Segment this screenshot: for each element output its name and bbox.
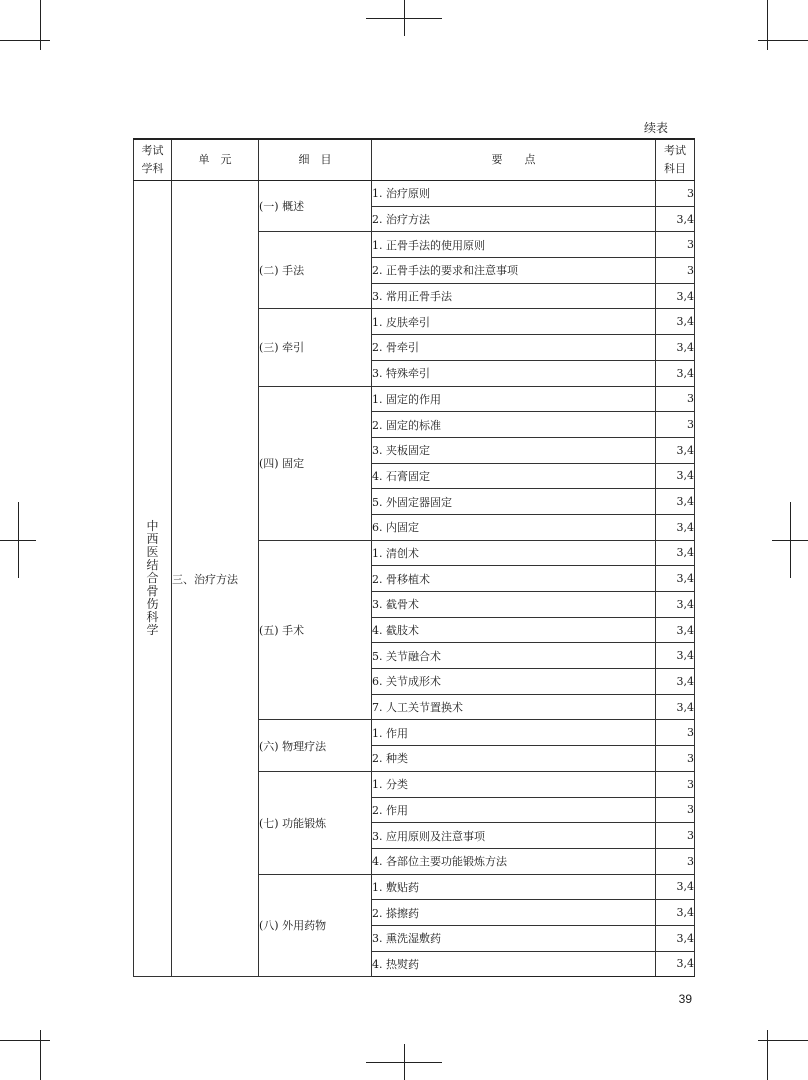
point-cell: 2. 固定的标准 (372, 412, 656, 438)
point-cell: 1. 治疗原则 (372, 181, 656, 207)
point-cell: 2. 正骨手法的要求和注意事项 (372, 258, 656, 284)
header-detail: 细 目 (259, 139, 372, 181)
exam-code-cell: 3 (656, 232, 695, 258)
page-number: 39 (678, 992, 692, 1006)
exam-code-cell: 3,4 (656, 283, 695, 309)
exam-code-cell: 3,4 (656, 206, 695, 232)
detail-cell: (二) 手法 (259, 232, 372, 309)
point-cell: 1. 正骨手法的使用原则 (372, 232, 656, 258)
point-cell: 3. 特殊牵引 (372, 360, 656, 386)
point-cell: 2. 骨移植术 (372, 566, 656, 592)
exam-code-cell: 3,4 (656, 643, 695, 669)
point-cell: 1. 皮肤牵引 (372, 309, 656, 335)
point-cell: 1. 敷贴药 (372, 874, 656, 900)
table-header-row (134, 139, 695, 181)
detail-cell: (七) 功能锻炼 (259, 771, 372, 874)
detail-cell: (三) 牵引 (259, 309, 372, 386)
exam-code-cell: 3,4 (656, 360, 695, 386)
exam-code-cell: 3 (656, 848, 695, 874)
detail-cell: (一) 概述 (259, 181, 372, 232)
point-cell: 2. 治疗方法 (372, 206, 656, 232)
table-body (134, 181, 695, 977)
detail-cell: (五) 手术 (259, 540, 372, 720)
point-cell: 1. 清创术 (372, 540, 656, 566)
point-cell: 3. 应用原则及注意事项 (372, 823, 656, 849)
exam-code-cell: 3,4 (656, 874, 695, 900)
point-cell: 3. 熏洗湿敷药 (372, 925, 656, 951)
point-cell: 3. 夹板固定 (372, 437, 656, 463)
detail-cell: (八) 外用药物 (259, 874, 372, 977)
exam-code-cell: 3 (656, 797, 695, 823)
point-cell: 2. 搽擦药 (372, 900, 656, 926)
exam-code-cell: 3,4 (656, 489, 695, 515)
subject-cell (134, 181, 172, 977)
point-cell: 6. 关节成形术 (372, 669, 656, 695)
point-cell: 2. 骨牵引 (372, 335, 656, 361)
exam-code-cell: 3,4 (656, 694, 695, 720)
point-cell: 4. 各部位主要功能锻炼方法 (372, 848, 656, 874)
point-cell: 1. 固定的作用 (372, 386, 656, 412)
detail-cell: (四) 固定 (259, 386, 372, 540)
exam-code-cell: 3 (656, 746, 695, 772)
exam-code-cell: 3 (656, 771, 695, 797)
point-cell: 7. 人工关节置换术 (372, 694, 656, 720)
exam-code-cell: 3,4 (656, 900, 695, 926)
header-exam: 考试科目 (656, 139, 695, 181)
point-cell: 5. 关节融合术 (372, 643, 656, 669)
point-cell: 1. 作用 (372, 720, 656, 746)
exam-code-cell: 3,4 (656, 566, 695, 592)
syllabus-table (133, 138, 695, 977)
header-subject: 考试学科 (134, 139, 172, 181)
exam-code-cell: 3,4 (656, 335, 695, 361)
exam-code-cell: 3 (656, 386, 695, 412)
exam-code-cell: 3 (656, 258, 695, 284)
point-cell: 4. 热熨药 (372, 951, 656, 977)
detail-cell: (六) 物理疗法 (259, 720, 372, 771)
exam-code-cell: 3,4 (656, 437, 695, 463)
subject-label: 中西医结合骨伤科学 (146, 519, 159, 638)
exam-code-cell: 3 (656, 823, 695, 849)
point-cell: 4. 截肢术 (372, 617, 656, 643)
exam-code-cell: 3,4 (656, 592, 695, 618)
point-cell: 2. 作用 (372, 797, 656, 823)
header-unit: 单 元 (172, 139, 259, 181)
header-point: 要 点 (372, 139, 656, 181)
point-cell: 2. 种类 (372, 746, 656, 772)
exam-code-cell: 3,4 (656, 951, 695, 977)
point-cell: 4. 石膏固定 (372, 463, 656, 489)
point-cell: 5. 外固定器固定 (372, 489, 656, 515)
exam-code-cell: 3,4 (656, 463, 695, 489)
point-cell: 3. 常用正骨手法 (372, 283, 656, 309)
exam-code-cell: 3,4 (656, 669, 695, 695)
point-cell: 3. 截骨术 (372, 592, 656, 618)
exam-code-cell: 3,4 (656, 514, 695, 540)
exam-code-cell: 3 (656, 181, 695, 207)
exam-code-cell: 3,4 (656, 540, 695, 566)
exam-code-cell: 3 (656, 720, 695, 746)
exam-code-cell: 3,4 (656, 617, 695, 643)
exam-code-cell: 3 (656, 412, 695, 438)
exam-code-cell: 3,4 (656, 309, 695, 335)
unit-cell: 三、治疗方法 (172, 181, 259, 977)
point-cell: 1. 分类 (372, 771, 656, 797)
exam-code-cell: 3,4 (656, 925, 695, 951)
table-row (134, 181, 695, 207)
continued-label: 续表 (643, 121, 668, 135)
point-cell: 6. 内固定 (372, 514, 656, 540)
